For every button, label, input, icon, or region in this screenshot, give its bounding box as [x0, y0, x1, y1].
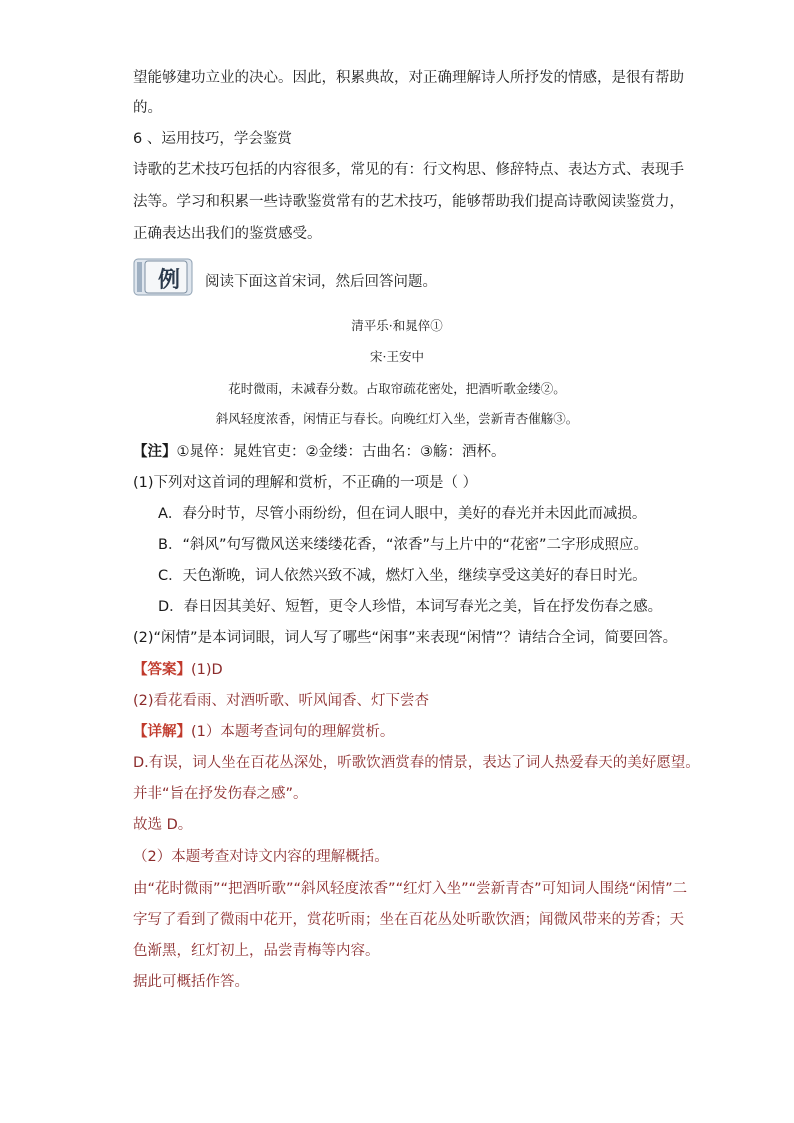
poem-title: 清平乐·和晁倅① — [351, 318, 443, 333]
explanation-part-2-line-3: 色渐黑，红灯初上，品尝青梅等内容。 — [133, 943, 380, 959]
question-1-option-c: C．天色渐晚，词人依然兴致不减，燃灯入坐，继续享受这美好的春日时光。 — [158, 568, 647, 584]
answer-1: (1)D — [191, 662, 223, 678]
explanation-part-2-conclusion: 据此可概括作答。 — [133, 974, 249, 990]
poem-line-2: 斜风轻度浓香，闲情正与春长。向晚红灯入坐，尝新青杏催觞③。 — [215, 411, 579, 426]
poem-line-1: 花时微雨，未减春分数。占取帘疏花密处，把酒听歌金缕②。 — [228, 381, 566, 396]
answer-row — [133, 660, 223, 680]
question-1-option-a: A．春分时节，尽管小雨纷纷，但在词人眼中，美好的春光并未因此而减损。 — [158, 506, 647, 522]
question-2-stem: (2)“闲情”是本词词眼，词人写了哪些“闲事”来表现“闲情”？请结合全词，简要回答。 — [133, 630, 678, 646]
section-6-heading: 6 、运用技巧，学会鉴赏 — [133, 131, 292, 147]
explanation-part-1-line-2: 并非“旨在抒发伤春之感”。 — [133, 786, 308, 802]
question-1-option-d: D．春日因其美好、短暂，更令人珍惜，本词写春光之美，旨在抒发伤春之感。 — [158, 599, 663, 615]
answer-label: 【答案】 — [133, 662, 191, 678]
section-6-para-line-1: 诗歌的艺术技巧包括的内容很多，常见的有：行文构思、修辞特点、表达方式、表现手 — [133, 162, 684, 178]
explanation-part-2-line-2: 字写了看到了微雨中花开，赏花听雨；坐在百花丛处听歌饮酒；闻微风带来的芳香；天 — [133, 912, 684, 928]
explanation-part-1-line-1: D.有误，词人坐在百花丛深处，听歌饮酒赏春的情景，表达了词人热爱春天的美好愿望。 — [133, 755, 700, 771]
explanation-part-1-title: (1）本题考查词句的理解赏析。 — [191, 724, 395, 740]
example-badge-char: 例 — [158, 267, 181, 293]
intro-line-2: 的。 — [133, 100, 162, 116]
explanation-part-1-conclusion: 故选 D。 — [133, 817, 193, 833]
section-6-para-line-2: 法等。学习和积累一些诗歌鉴赏常有的艺术技巧，能够帮助我们提高诗歌阅读鉴赏力， — [133, 194, 684, 210]
note-label: 【注】 — [133, 444, 177, 460]
explanation-part-2-line-1: 由“花时微雨”“把酒听歌”“斜风轻度浓香”“红灯入坐”“尝新青杏”可知词人围绕“闲情”二 — [133, 881, 688, 897]
section-6-para-line-3: 正确表达出我们的鉴赏感受。 — [133, 226, 322, 242]
explanation-part-2-title: （2）本题考查对诗文内容的理解概括。 — [133, 849, 389, 865]
note — [133, 442, 506, 462]
explanation-label: 【详解】 — [133, 724, 191, 740]
answer-2: (2)看花看雨、对酒听歌、听风闻香、灯下尝杏 — [133, 693, 430, 709]
note-text: ①晁倅：晁姓官吏：②金缕：古曲名：③觞：酒杯。 — [176, 444, 506, 460]
question-1-option-b: B．“斜风”句写微风送来缕缕花香，“浓香”与上片中的“花密”二字形成照应。 — [158, 537, 649, 553]
example-badge-icon — [133, 258, 193, 296]
explanation-row — [133, 722, 394, 742]
poem-author: 宋·王安中 — [370, 349, 424, 364]
question-1-stem: (1)下列对这首词的理解和赏析，不正确的一项是（ ） — [133, 475, 478, 491]
intro-line-1: 望能够建功立业的决心。因此，积累典故，对正确理解诗人所抒发的情感，是很有帮助 — [133, 70, 684, 86]
example-instruction: 阅读下面这首宋词，然后回答问题。 — [205, 274, 437, 290]
